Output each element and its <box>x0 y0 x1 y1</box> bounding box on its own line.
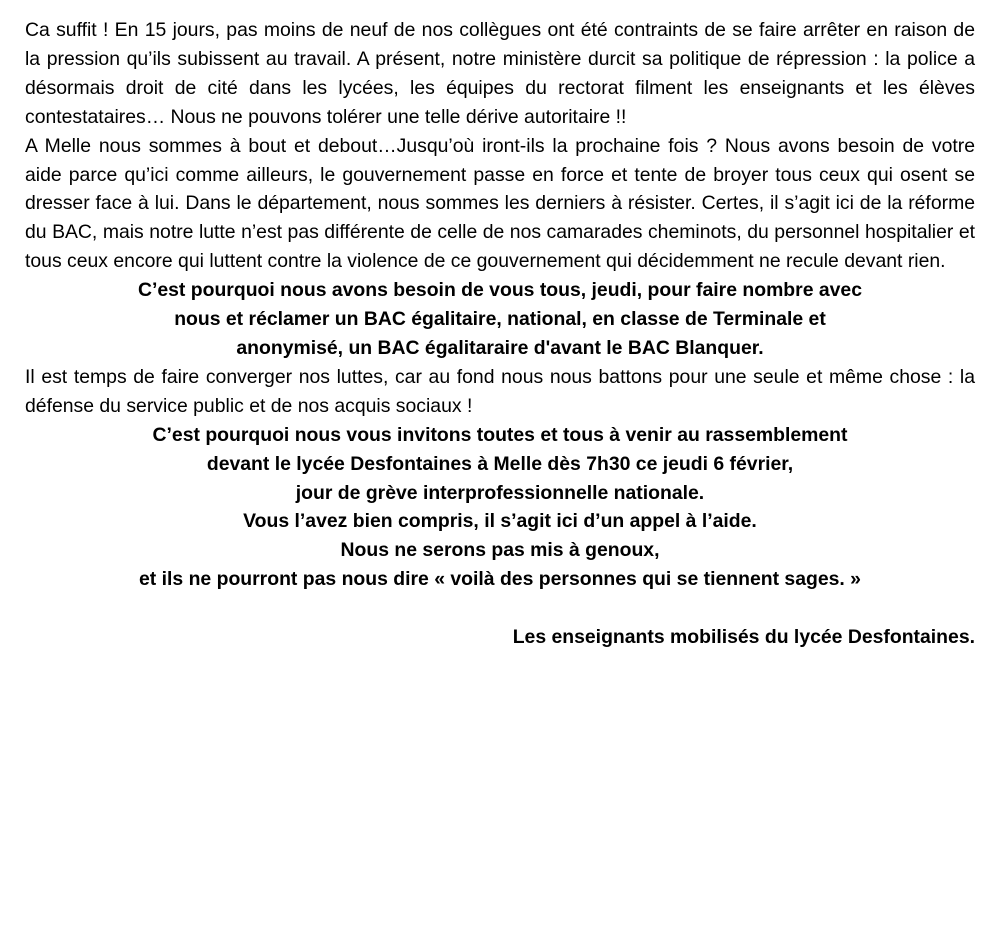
bold-appeal-line: C’est pourquoi nous avons besoin de vous tous, jeudi, pour faire nombre avec <box>137 279 863 302</box>
paragraph-melle: A Melle nous sommes à bout et debout…Jusqu’où iront-ils la prochaine fois ? Nous avons besoin de votre aide parce qu’ici comme ailleurs, le gouvernement passe en force et tente de broyer tous ceux qui osent se dresser face à lui. Dans le département, nous sommes les derniers à résister. Certes, il s’agit ici de la réforme du BAC, mais notre lutte n’est pas différente de celle de nos camarades cheminots, du personnel hospitalier et tous ceux encore qui luttent contre la violence de ce gouvernement qui décidemment ne recule devant rien. <box>25 134 975 273</box>
spacer <box>25 594 975 623</box>
bold-appeal-line: anonymisé, un BAC égalitaraire d'avant le BAC Blanquer. <box>236 336 764 359</box>
bold-invitation-line: et ils ne pourront pas nous dire « voilà des personnes qui se tiennent sages. » <box>139 568 861 591</box>
document-page <box>25 16 975 652</box>
bold-invitation-line: C’est pourquoi nous vous invitons toutes et tous à venir au rassemblement <box>152 423 848 446</box>
bold-invitation-line: Vous l’avez bien compris, il s’agit ici d’un appel à l’aide. <box>243 510 757 533</box>
bold-appeal-block <box>25 276 975 363</box>
bold-appeal-line: nous et réclamer un BAC égalitaire, national, en classe de Terminale et <box>174 308 826 331</box>
bold-invitation-line: Nous ne serons pas mis à genoux, <box>340 539 660 562</box>
bold-invitation-block <box>25 421 975 594</box>
paragraph-intro: Ca suffit ! En 15 jours, pas moins de neuf de nos collègues ont été contraints de se faire arrêter en raison de la pression qu’ils subissent au travail. A présent, notre ministère durcit sa politique de répression : la police a désormais droit de cité dans les lycées, les équipes du rectorat filment les enseignants et les élèves contestataires… Nous ne pouvons tolérer une telle dérive autoritaire !! <box>25 19 975 128</box>
signature: Les enseignants mobilisés du lycée Desfontaines. <box>512 626 975 649</box>
bold-invitation-line: jour de grève interprofessionnelle nationale. <box>295 481 705 504</box>
paragraph-converge: Il est temps de faire converger nos luttes, car au fond nous nous battons pour une seule et même chose : la défense du service public et de nos acquis sociaux ! <box>25 365 975 417</box>
bold-invitation-line: devant le lycée Desfontaines à Melle dès 7h30 ce jeudi 6 février, <box>206 452 794 475</box>
